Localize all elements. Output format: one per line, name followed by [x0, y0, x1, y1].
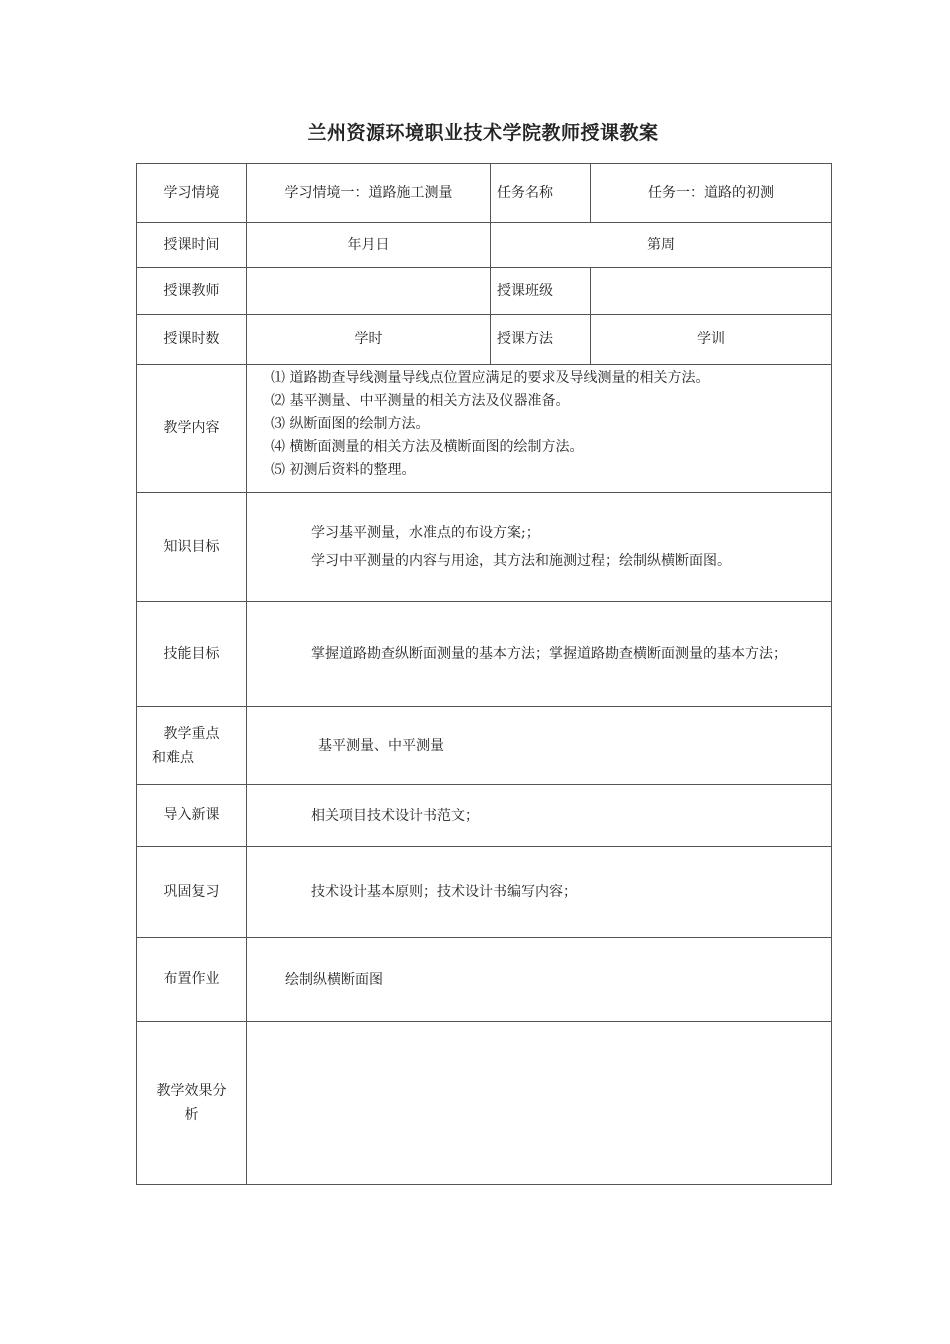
- knowledge-text: [247, 493, 832, 602]
- review-text: 技术设计基本原则；技术设计书编写内容；: [247, 847, 832, 938]
- content-list: [247, 365, 832, 493]
- task-value: 任务一：道路的初测: [591, 164, 832, 223]
- key-points-label-line: 教学重点: [163, 725, 220, 742]
- hours-value: 学时: [247, 315, 491, 365]
- row-time: [137, 223, 832, 268]
- task-label: 任务名称: [491, 164, 591, 223]
- intro-text: 相关项目技术设计书范文；: [247, 785, 832, 847]
- content-label: 教学内容: [137, 365, 247, 493]
- skill-text: 掌握道路勘查纵断面测量的基本方法；掌握道路勘查横断面测量的基本方法；: [247, 602, 832, 707]
- row-situation: [137, 164, 832, 223]
- hours-label: 授课时数: [137, 315, 247, 365]
- row-intro: [137, 785, 832, 847]
- lesson-plan-table: [136, 163, 832, 1185]
- list-item: ⑷ 横断面测量的相关方法及横断面图的绘制方法。: [271, 439, 584, 455]
- row-hours: [137, 315, 832, 365]
- situation-value: 学习情境一：道路施工测量: [247, 164, 491, 223]
- list-item: ⑶ 纵断面图的绘制方法。: [271, 416, 430, 432]
- analysis-label: [137, 1022, 247, 1185]
- row-teacher: [137, 268, 832, 315]
- analysis-label-line: 教学效果分: [156, 1083, 227, 1099]
- teacher-value: [247, 268, 491, 315]
- row-homework: [137, 938, 832, 1022]
- skill-label: 技能目标: [137, 602, 247, 707]
- homework-label: 布置作业: [137, 938, 247, 1022]
- homework-text: 绘制纵横断面图: [247, 938, 832, 1022]
- key-points-text: 基平测量、中平测量: [247, 707, 832, 785]
- row-key-points: [137, 707, 832, 785]
- knowledge-line: 学习基平测量，水准点的布设方案;；: [311, 525, 540, 541]
- method-label: 授课方法: [491, 315, 591, 365]
- row-skill: [137, 602, 832, 707]
- situation-label: 学习情境: [137, 164, 247, 223]
- row-review: [137, 847, 832, 938]
- list-item: ⑵ 基平测量、中平测量的相关方法及仪器准备。: [271, 393, 570, 409]
- review-label: 巩固复习: [137, 847, 247, 938]
- page-title: 兰州资源环境职业技术学院教师授课教案: [307, 122, 659, 144]
- time-date: 年月日: [247, 223, 491, 268]
- time-week: 第周: [491, 223, 832, 268]
- list-item: ⑴ 道路勘查导线测量导线点位置应满足的要求及导线测量的相关方法。: [271, 370, 710, 386]
- time-label: 授课时间: [137, 223, 247, 268]
- knowledge-label: 知识目标: [137, 493, 247, 602]
- list-item: ⑸ 初测后资料的整理。: [271, 462, 416, 478]
- row-knowledge: [137, 493, 832, 602]
- analysis-text: [247, 1022, 832, 1185]
- knowledge-line: 学习中平测量的内容与用途，其方法和施测过程；绘制纵横断面图。: [311, 553, 731, 569]
- class-label: 授课班级: [491, 268, 591, 315]
- teacher-label: 授课教师: [137, 268, 247, 315]
- method-value: 学训: [591, 315, 832, 365]
- intro-label: 导入新课: [137, 785, 247, 847]
- key-points-label: [137, 707, 247, 785]
- row-content: [137, 365, 832, 493]
- row-analysis: [137, 1022, 832, 1185]
- analysis-label-line: 析: [184, 1107, 199, 1123]
- key-points-label-line: 和难点: [152, 749, 194, 766]
- class-value: [591, 268, 832, 315]
